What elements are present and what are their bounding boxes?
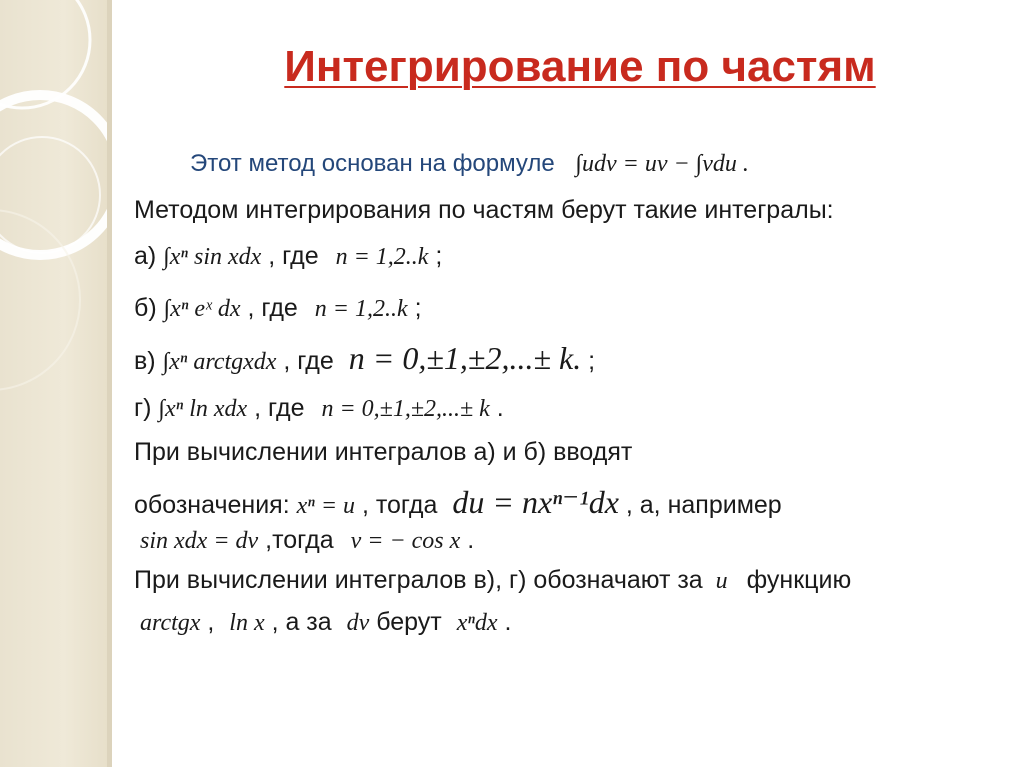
case-b-where: , где [247, 294, 298, 322]
method-line: Методом интегрирования по частям берут такие интегралы: [134, 196, 834, 224]
case-a-where: , где [268, 242, 319, 270]
case-c-condition: n = 0,±1,±2,...± k. [348, 340, 582, 376]
sin-end: . [467, 526, 475, 554]
last-take: берут [376, 608, 442, 636]
case-d-end: . [496, 394, 504, 422]
case-b-integral: ∫xⁿ eˣ dx [163, 296, 241, 322]
case-a-label: а) [134, 242, 157, 270]
case-d-integral: ∫xⁿ ln xdx [158, 396, 248, 422]
calc2-line [134, 566, 851, 595]
case-a-integral: ∫xⁿ sin xdx [163, 244, 262, 270]
notation-formula-du: du = nxⁿ⁻¹dx [452, 484, 619, 520]
case-b-label: б) [134, 294, 157, 322]
case-a-condition: n = 1,2..k [335, 244, 429, 270]
sidebar-divider [107, 0, 112, 767]
sin-formula: sin xdx = dv [140, 528, 259, 554]
case-c-integral: ∫xⁿ arctgxdx [162, 349, 277, 375]
v-formula: v = − cos x [350, 528, 461, 554]
last-mid: , а за [271, 608, 332, 636]
last-end: . [504, 608, 512, 636]
last-xndx: xⁿdx [456, 610, 498, 636]
notation-then: , тогда [361, 491, 438, 519]
calc2-text: При вычислении интегралов в), г) обозначают за [134, 566, 703, 594]
case-c-where: , где [283, 347, 334, 375]
notation-line [134, 483, 782, 521]
case-d-line [134, 394, 504, 423]
last-sep: , [207, 608, 215, 636]
case-d-label: г) [134, 394, 152, 422]
case-b-line [134, 294, 422, 323]
slide-title: Интегрирование по частям [284, 42, 876, 91]
case-d-where: , где [254, 394, 305, 422]
sin-then: ,тогда [265, 526, 334, 554]
case-a-line [134, 242, 442, 271]
case-d-condition: n = 0,±1,±2,...± k [321, 396, 490, 422]
last-arctg: arctgx [140, 610, 201, 636]
last-ln: ln x [229, 610, 265, 636]
last-line [140, 608, 511, 637]
intro-text: Этот метод основан на формуле [190, 150, 555, 177]
case-b-end: ; [414, 294, 422, 322]
calc2-end: функцию [746, 566, 852, 594]
intro-line [190, 150, 749, 178]
calc2-u: u [715, 568, 728, 594]
notation-text: обозначения: [134, 491, 290, 519]
case-b-condition: n = 1,2..k [314, 296, 408, 322]
case-c-line [134, 340, 595, 377]
decorative-circles [0, 0, 107, 767]
sin-line [140, 526, 474, 555]
last-dv: dv [346, 610, 370, 636]
case-a-end: ; [435, 242, 443, 270]
case-c-label: в) [134, 347, 156, 375]
decorative-sidebar [0, 0, 107, 767]
notation-formula-u: xⁿ = u [296, 493, 356, 519]
calc1-line: При вычислении интегралов а) и б) вводят [134, 438, 633, 466]
parts-formula: ∫udv = uv − ∫vdu . [575, 151, 749, 177]
notation-end: , а, например [625, 491, 782, 519]
case-c-end: ; [588, 347, 596, 375]
